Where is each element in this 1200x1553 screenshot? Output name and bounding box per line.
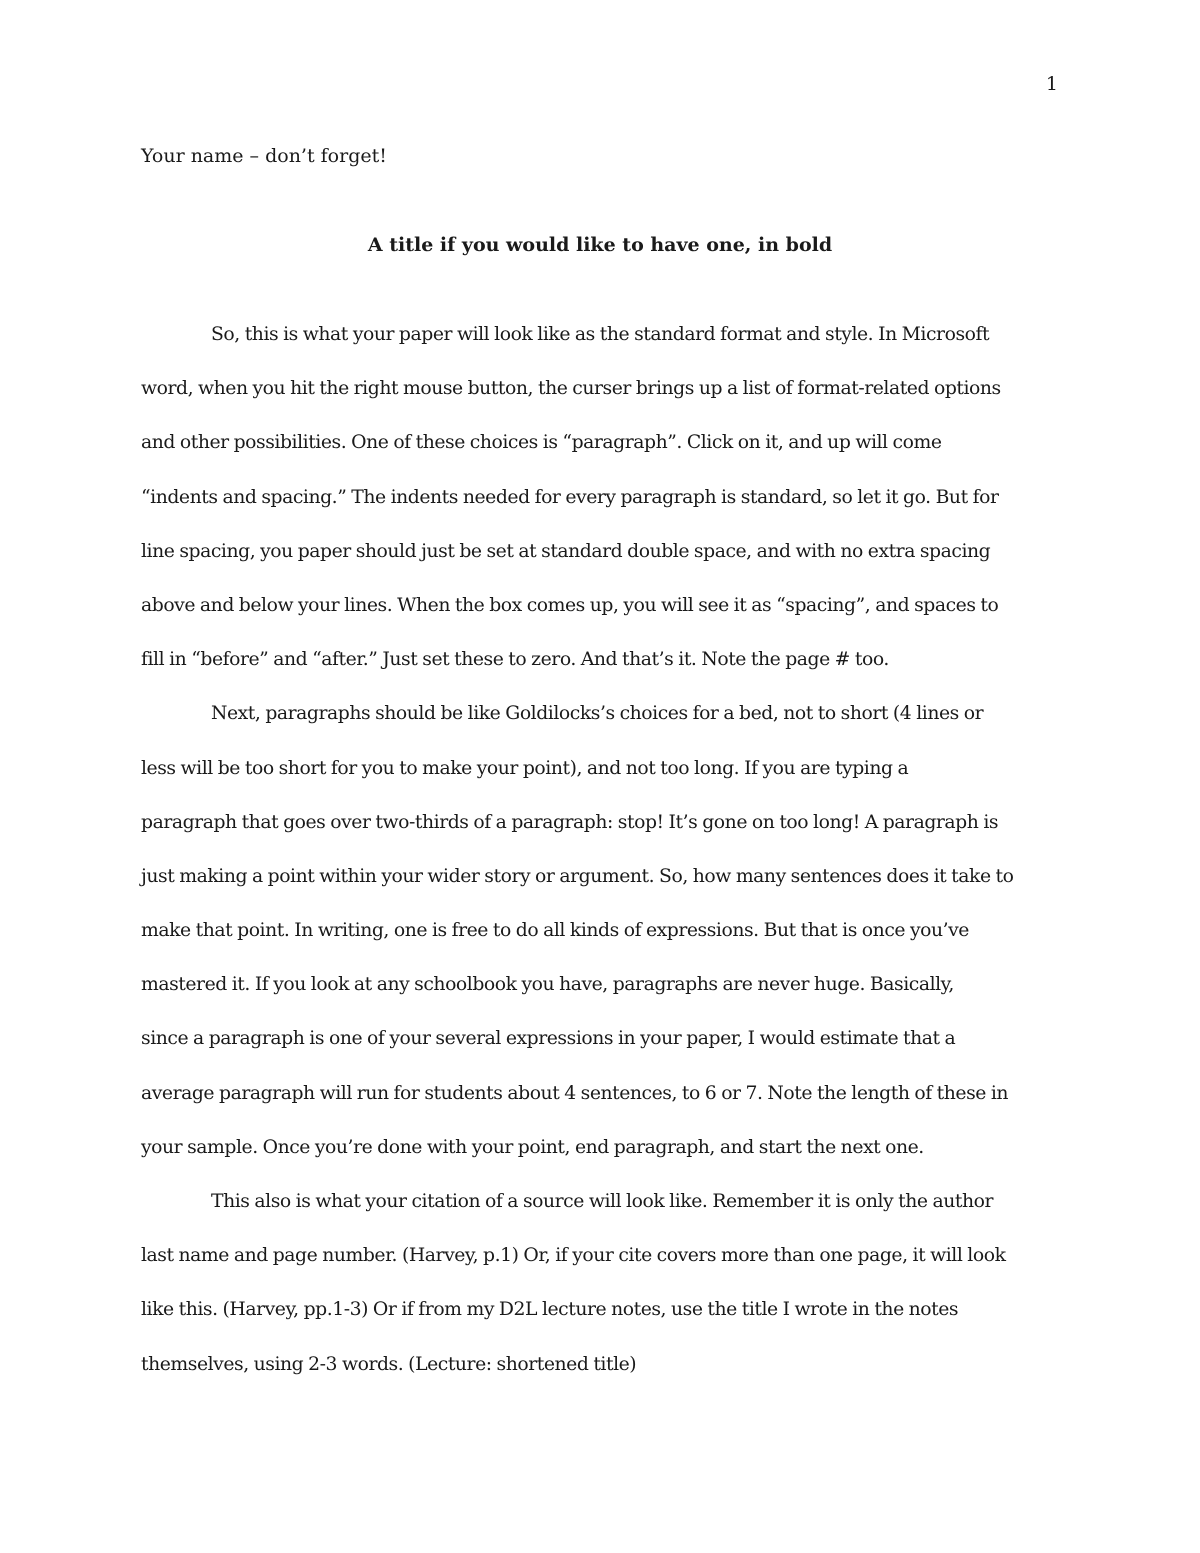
paragraph-line: “indents and spacing.” The indents needed for every paragraph is standard, so let it go. But for: [141, 486, 999, 508]
paragraph-line: last name and page number. (Harvey, p.1) Or, if your cite covers more than one page, it will look: [141, 1245, 1006, 1267]
document-title: A title if you would like to have one, in bold: [367, 234, 833, 256]
paragraph-line: mastered it. If you look at any schoolbook you have, paragraphs are never huge. Basically,: [141, 974, 954, 996]
paragraph-line: This also is what your citation of a source will look like. Remember it is only the author: [211, 1191, 993, 1212]
page-number: 1: [1045, 73, 1058, 95]
document-body: [141, 308, 1059, 1392]
paragraph-line: less will be too short for you to make your point), and not too long. If you are typing a: [141, 757, 909, 779]
paragraph-3: [141, 1175, 1059, 1392]
paragraph-line: just making a point within your wider story or argument. So, how many sentences does it take to: [141, 865, 1014, 887]
paragraph-line: above and below your lines. When the box comes up, you will see it as “spacing”, and spaces to: [141, 594, 999, 616]
paragraph-line: Next, paragraphs should be like Goldilocks’s choices for a bed, not to short (4 lines or: [211, 703, 984, 725]
paragraph-2: [141, 687, 1059, 1175]
paragraph-line: themselves, using 2-3 words. (Lecture: shortened title): [141, 1353, 637, 1375]
paragraph-1: [141, 308, 1059, 687]
author-name-line: Your name – don’t forget!: [141, 145, 387, 167]
paragraph-line: since a paragraph is one of your several expressions in your paper, I would estimate that a: [141, 1028, 956, 1050]
paragraph-line: average paragraph will run for students about 4 sentences, to 6 or 7. Note the length of these in: [141, 1082, 1009, 1104]
paragraph-line: paragraph that goes over two-thirds of a paragraph: stop! It’s gone on too long! A paragraph is: [141, 811, 999, 833]
paragraph-line: make that point. In writing, one is free to do all kinds of expressions. But that is once you’ve: [141, 920, 969, 942]
paragraph-line: So, this is what your paper will look like as the standard format and style. In Microsoft: [211, 324, 990, 345]
paragraph-line: word, when you hit the right mouse button, the curser brings up a list of format-related options: [141, 378, 1001, 400]
paragraph-line: fill in “before” and “after.” Just set these to zero. And that’s it. Note the page # too.: [141, 649, 889, 671]
paragraph-line: line spacing, you paper should just be set at standard double space, and with no extra spacing: [141, 540, 991, 562]
paragraph-line: like this. (Harvey, pp.1-3) Or if from my D2L lecture notes, use the title I wrote in the notes: [141, 1299, 959, 1321]
paragraph-line: and other possibilities. One of these choices is “paragraph”. Click on it, and up will come: [141, 432, 942, 454]
paragraph-line: your sample. Once you’re done with your point, end paragraph, and start the next one.: [141, 1136, 924, 1158]
